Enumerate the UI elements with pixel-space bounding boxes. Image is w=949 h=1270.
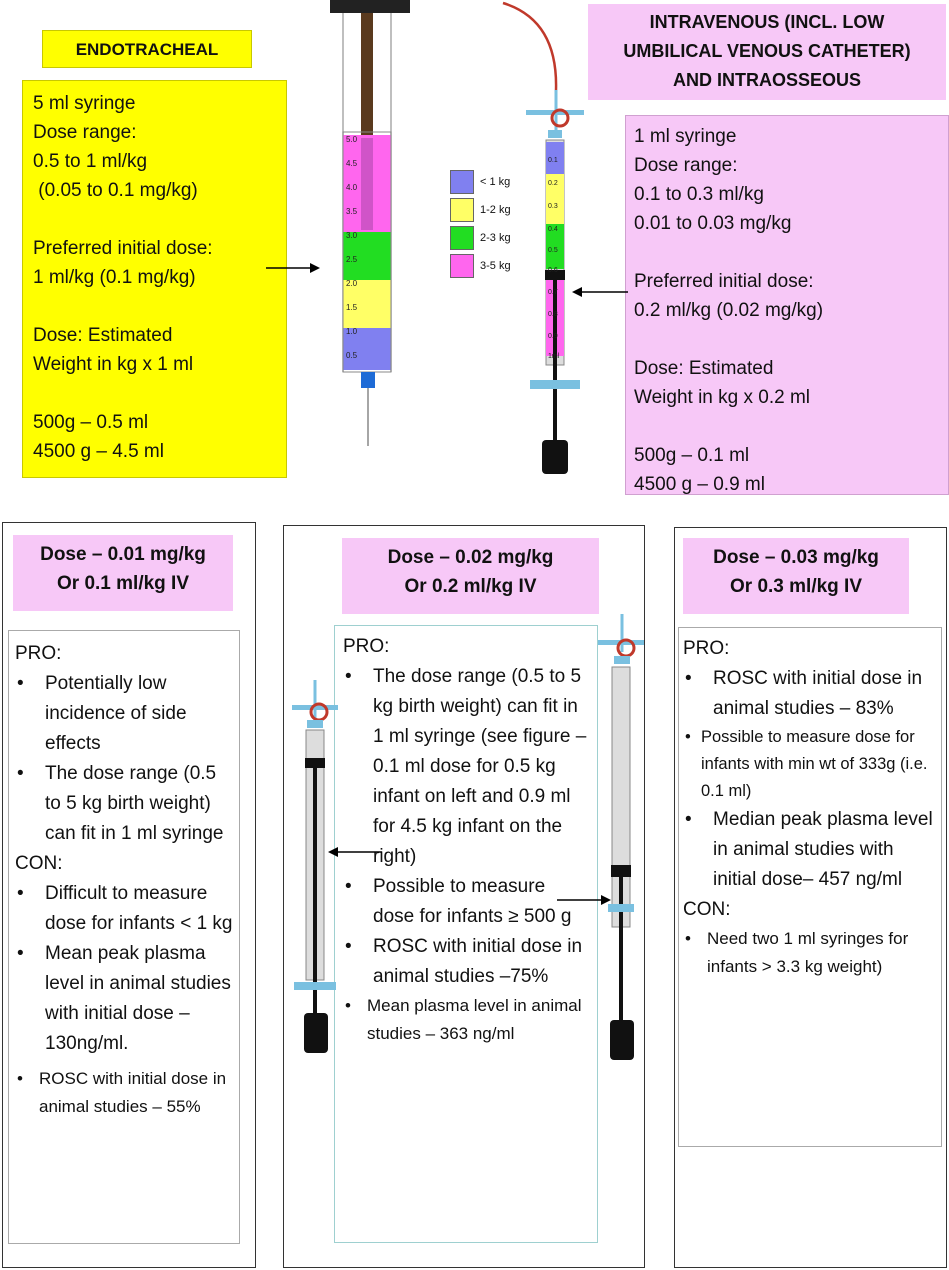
panel3-content [678, 627, 942, 1147]
extra-item: • Mean plasma level in animal studies – 363 ng/ml [343, 992, 589, 1048]
endo-line: Dose: Estimated [33, 325, 173, 346]
con-heading: CON: [683, 899, 731, 920]
endotracheal-title: ENDOTRACHEAL [42, 30, 252, 68]
tick-label: 1.5 [346, 303, 358, 312]
iv-line: 0.1 to 0.3 ml/kg [634, 184, 764, 205]
panel2-title-line: Or 0.2 ml/kg IV [404, 576, 537, 597]
pro-item: • Median peak plasma level in animal studies with initial dose– 457 ng/ml [683, 805, 937, 895]
legend-label: 1-2 kg [480, 204, 511, 216]
panel1-content [8, 630, 240, 1244]
legend-label: 2-3 kg [480, 232, 511, 244]
pro-item: • Possible to measure dose for infants with min wt of 333g (i.e. 0.1 ml) [683, 724, 937, 805]
iv-line: Dose range: [634, 155, 738, 176]
legend-label: 3-5 kg [480, 260, 511, 272]
tick-label: 2.0 [346, 279, 358, 288]
con-item: • Need two 1 ml syringes for infants > 3.3 kg weight) [683, 925, 937, 981]
iv-line: Preferred initial dose: [634, 271, 814, 292]
tick-label: 1ml [548, 353, 560, 360]
tick-label: 4.5 [346, 159, 358, 168]
iv-line: 0.2 ml/kg (0.02 mg/kg) [634, 300, 824, 321]
con-item: • Mean peak plasma level in animal studies with initial dose – 130ng/ml. [15, 939, 233, 1059]
iv-title-line: INTRAVENOUS (INCL. LOW [649, 12, 885, 32]
panel3-title-line: Or 0.3 ml/kg IV [730, 576, 862, 597]
endo-line: Weight in kg x 1 ml [33, 354, 194, 375]
pro-heading: PRO: [15, 643, 62, 664]
legend-swatch [450, 170, 474, 194]
panel2-title-line: Dose – 0.02 mg/kg [387, 547, 554, 568]
endotracheal-info-box [22, 80, 287, 478]
syringe-large-dose-icon [596, 612, 646, 1152]
iv-title-line: AND INTRAOSSEOUS [672, 70, 861, 90]
tick-label: 0.5 [548, 247, 558, 254]
panel1-title-line: Dose – 0.01 mg/kg [40, 544, 206, 565]
endo-line: 1 ml/kg (0.1 mg/kg) [33, 267, 196, 288]
pro-item: • The dose range (0.5 to 5 kg birth weight) can fit in 1 ml syringe [15, 759, 233, 849]
arrow-right-icon [264, 258, 324, 278]
pro-item: • The dose range (0.5 to 5 kg birth weight) can fit in 1 ml syringe (see figure – 0.1 ml dose for 0.5 kg infant on left and 0.9 ml for 4.5 kg infant on the right) [343, 662, 589, 872]
con-heading: CON: [15, 853, 63, 874]
iv-line: 1 ml syringe [634, 126, 737, 147]
endo-line: 4500 g – 4.5 ml [33, 441, 164, 462]
tick-label: 0.2 [548, 180, 558, 187]
endo-line: Dose range: [33, 122, 137, 143]
syringe-1ml-icon [498, 0, 588, 480]
panel3-title [683, 538, 909, 614]
tick-label: 2.5 [346, 255, 358, 264]
pro-item: • Potentially low incidence of side effects [15, 669, 233, 759]
legend-swatch [450, 254, 474, 278]
tick-label: 0.4 [548, 226, 558, 233]
tick-label: 3.0 [346, 231, 358, 240]
legend-swatch [450, 226, 474, 250]
panel3-title-line: Dose – 0.03 mg/kg [713, 547, 879, 568]
tick-label: 5.0 [346, 135, 358, 144]
endo-line: 0.5 to 1 ml/kg [33, 151, 148, 172]
tick-label: 4.0 [346, 183, 358, 192]
iv-title-line: UMBILICAL VENOUS CATHETER) [623, 41, 911, 61]
endo-line: (0.05 to 0.1 mg/kg) [33, 180, 198, 201]
pro-item: • ROSC with initial dose in animal studies –75% [343, 932, 589, 992]
panel2-content [334, 625, 598, 1243]
panel2-title [342, 538, 599, 614]
panel1-title [13, 535, 233, 611]
syringe-5ml-icon [325, 0, 415, 450]
tick-label: 0.3 [548, 203, 558, 210]
tick-label: 0.1 [548, 157, 558, 164]
tick-label: 1.0 [346, 327, 358, 336]
intravenous-info-box [625, 115, 949, 495]
tick-label: 0.6 [548, 267, 558, 274]
iv-line: Weight in kg x 0.2 ml [634, 387, 811, 408]
panel1-title-line: Or 0.1 ml/kg IV [57, 573, 189, 594]
iv-line: Dose: Estimated [634, 358, 774, 379]
syringe-small-dose-icon [288, 680, 338, 1060]
iv-line: 4500 g – 0.9 ml [634, 474, 765, 495]
arrow-left-icon [570, 282, 630, 302]
tick-label: 0.5 [346, 351, 358, 360]
intravenous-title [588, 4, 946, 100]
arrow-left-icon [326, 842, 386, 862]
legend-label: < 1 kg [480, 176, 511, 188]
endo-line: 500g – 0.5 ml [33, 412, 149, 433]
tick-label: 0.7 [548, 289, 558, 296]
pro-item: • Possible to measure dose for infants ≥ 500 g [343, 872, 589, 932]
endo-line: 5 ml syringe [33, 93, 136, 114]
extra-item: • ROSC with initial dose in animal studies – 55% [15, 1065, 233, 1121]
pro-item: • ROSC with initial dose in animal studies – 83% [683, 664, 937, 724]
tick-label: 0.9 [548, 333, 558, 340]
pro-heading: PRO: [683, 638, 730, 659]
iv-line: 500g – 0.1 ml [634, 445, 750, 466]
con-item: • Difficult to measure dose for infants < 1 kg [15, 879, 233, 939]
legend-swatch [450, 198, 474, 222]
iv-line: 0.01 to 0.03 mg/kg [634, 213, 792, 234]
arrow-right-icon [555, 890, 615, 910]
tick-label: 3.5 [346, 207, 358, 216]
endo-line: Preferred initial dose: [33, 238, 213, 259]
pro-heading: PRO: [343, 636, 390, 657]
tick-label: 0.8 [548, 311, 558, 318]
